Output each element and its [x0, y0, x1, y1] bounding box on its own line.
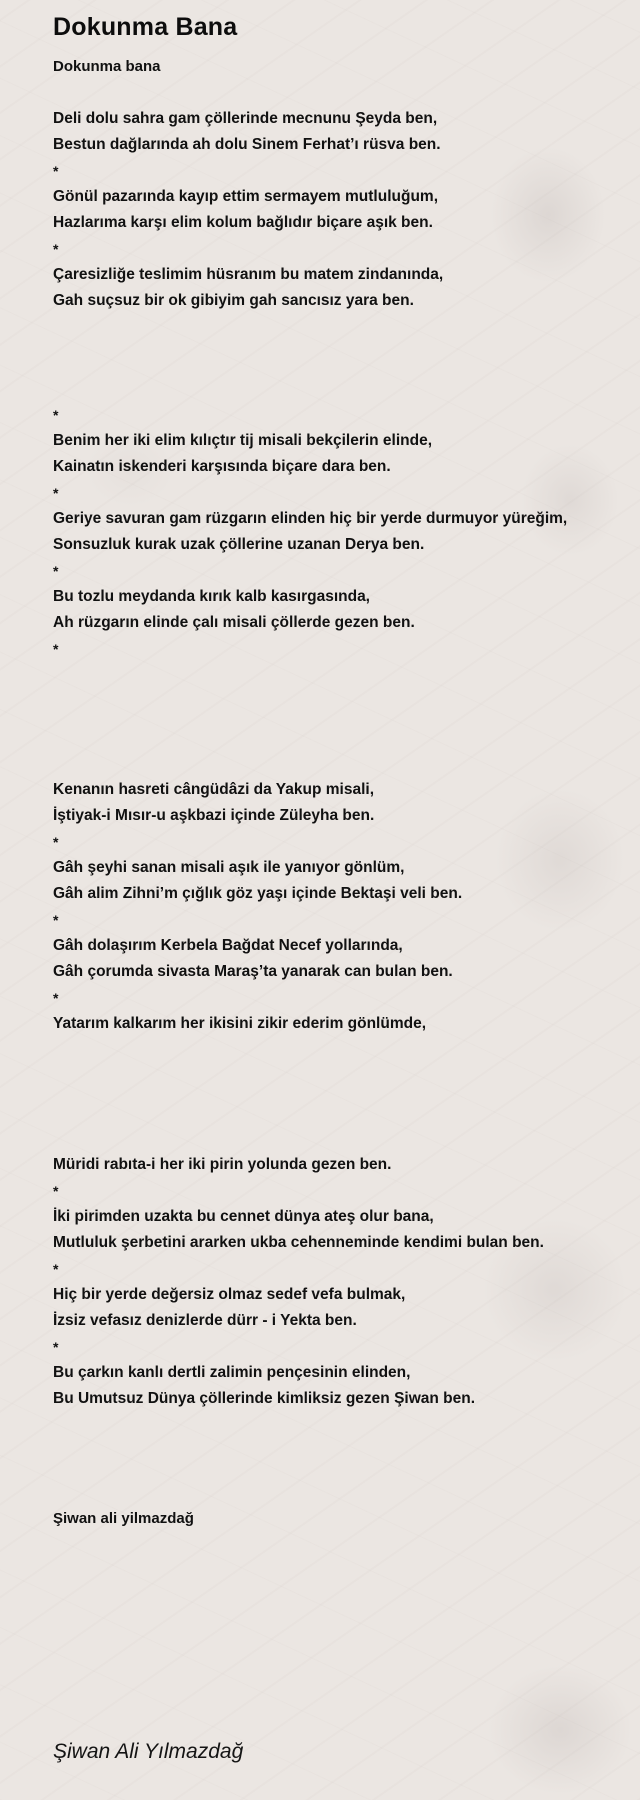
stanza-group-2	[53, 402, 613, 662]
poem-line: Benim her iki elim kılıçtır tij misali bekçilerin elinde,	[53, 432, 433, 449]
stanza-separator: *	[53, 407, 59, 423]
stanza-group-4	[53, 1152, 613, 1412]
stanza-separator: *	[53, 1261, 59, 1277]
poem-line: Deli dolu sahra gam çöllerinde mecnunu Şeyda ben,	[53, 110, 438, 127]
poem-line: Sonsuzluk kurak uzak çöllerine uzanan Derya ben.	[53, 536, 425, 553]
poem-line: Gah suçsuz bir ok gibiyim gah sancısız yara ben.	[53, 292, 414, 309]
poem-line: Bestun dağlarında ah dolu Sinem Ferhat’ı rüsva ben.	[53, 136, 441, 153]
stanza-separator: *	[53, 485, 59, 501]
stanza-separator: *	[53, 641, 59, 657]
poem-line: Müridi rabıta-i her iki pirin yolunda gezen ben.	[53, 1156, 392, 1173]
stanza-separator: *	[53, 163, 59, 179]
poem-line: Yatarım kalkarım her ikisini zikir ederim gönlümde,	[53, 1015, 427, 1032]
stanza-separator: *	[53, 1183, 59, 1199]
poem-line: Bu tozlu meydanda kırık kalb kasırgasında,	[53, 588, 370, 605]
poem-line: İki pirimden uzakta bu cennet dünya ateş olur bana,	[53, 1208, 434, 1225]
stanza-group-3	[53, 777, 613, 1037]
stanza-separator: *	[53, 990, 59, 1006]
poem-line: Gönül pazarında kayıp ettim sermayem mutluluğum,	[53, 188, 439, 205]
poem-line: Mutluluk şerbetini ararken ukba cehenneminde kendimi bulan ben.	[53, 1234, 544, 1251]
poem-author-byline: Şiwan ali yilmazdağ	[53, 1510, 194, 1527]
stanza-separator: *	[53, 912, 59, 928]
poem-line: Ah rüzgarın elinde çalı misali çöllerde gezen ben.	[53, 614, 415, 631]
poem-line: Gâh çorumda sivasta Maraş’ta yanarak can bulan ben.	[53, 963, 453, 980]
poem-line: Hazlarıma karşı elim kolum bağlıdır biçare aşık ben.	[53, 214, 433, 231]
poem-line: Çaresizliğe teslimim hüsranım bu matem zindanında,	[53, 266, 444, 283]
author-signature: Şiwan Ali Yılmazdağ	[53, 1740, 244, 1763]
poem-line: Hiç bir yerde değersiz olmaz sedef vefa bulmak,	[53, 1286, 406, 1303]
poem-line: Geriye savuran gam rüzgarın elinden hiç bir yerde durmuyor yüreğim,	[53, 510, 568, 527]
stanza-group-1	[53, 106, 613, 314]
poem-line: Bu çarkın kanlı dertli zalimin pençesinin elinden,	[53, 1364, 411, 1381]
poem-subtitle: Dokunma bana	[53, 58, 161, 75]
stanza-separator: *	[53, 834, 59, 850]
poem-line: İzsiz vefasız denizlerde dürr - i Yekta ben.	[53, 1312, 357, 1329]
poem-line: Kenanın hasreti cângüdâzi da Yakup misali,	[53, 781, 375, 798]
stanza-separator: *	[53, 563, 59, 579]
poem-line: İştiyak-i Mısır-u aşkbazi içinde Züleyha ben.	[53, 807, 375, 824]
poem-line: Gâh şeyhi sanan misali aşık ile yanıyor gönlüm,	[53, 859, 405, 876]
poem-line: Kainatın iskenderi karşısında biçare dara ben.	[53, 458, 391, 475]
poem-title: Dokunma Bana	[53, 13, 238, 41]
poem-line: Gâh alim Zihni’m çığlık göz yaşı içinde Bektaşi veli ben.	[53, 885, 463, 902]
poem-line: Bu Umutsuz Dünya çöllerinde kimliksiz gezen Şiwan ben.	[53, 1390, 476, 1407]
poem-line: Gâh dolaşırım Kerbela Bağdat Necef yollarında,	[53, 937, 403, 954]
stanza-separator: *	[53, 241, 59, 257]
stanza-separator: *	[53, 1339, 59, 1355]
poem-container	[53, 10, 613, 1530]
